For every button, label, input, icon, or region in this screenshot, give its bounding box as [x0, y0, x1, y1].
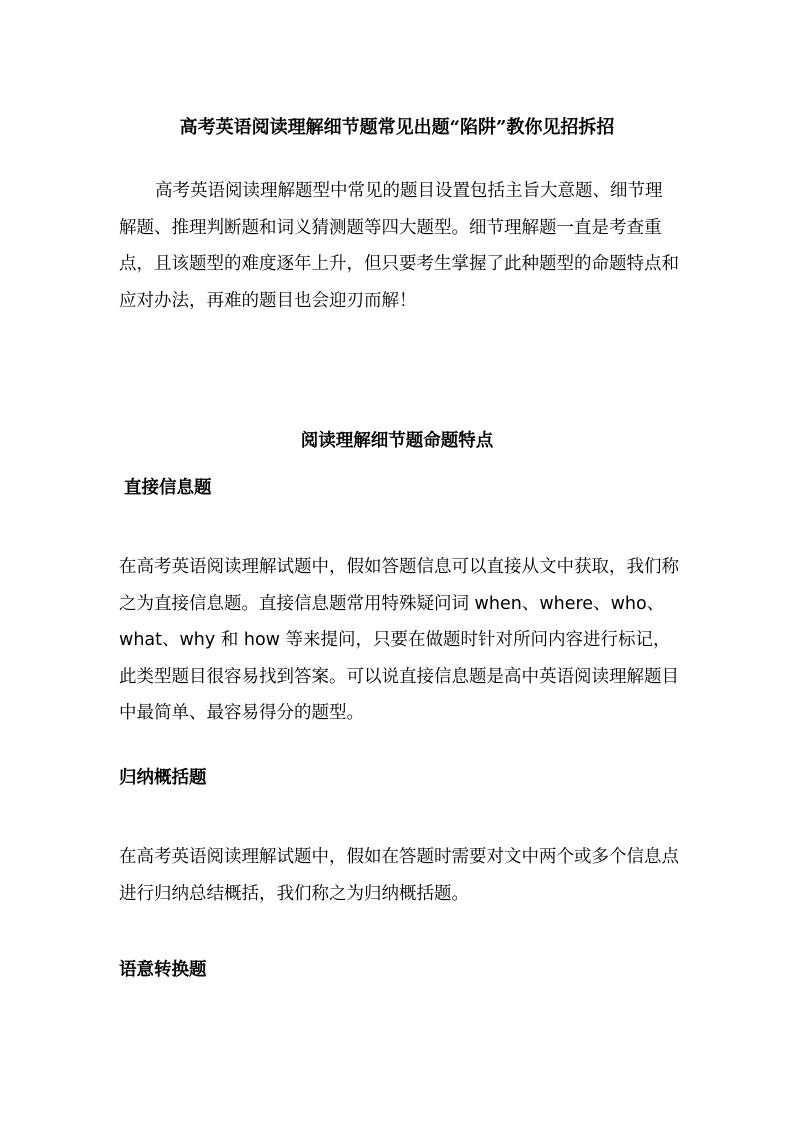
paragraph-summary: 在高考英语阅读理解试题中，假如在答题时需要对文中两个或多个信息点进行归纳总结概括，我们称之为归纳概括题。: [119, 847, 679, 904]
paragraph-direct-info: 在高考英语阅读理解试题中，假如答题信息可以直接从文中获取，我们称之为直接信息题。直接信息题常用特殊疑问词 when、where、who、what、why 和 how 等来提问，只要在做题时针对所问内容进行标记，此类型题目很容易找到答案。可以说直接信息题是高中英语阅读理解题目中最简单、最容易得分的题型。: [119, 557, 679, 723]
document-title: 高考英语阅读理解细节题常见出题“陷阱”教你见招拆招: [179, 117, 615, 138]
intro-paragraph: 高考英语阅读理解题型中常见的题目设置包括主旨大意题、细节理解题、推理判断题和词义猜测题等四大题型。细节理解题一直是考查重点，且该题型的难度逐年上升，但只要考生掌握了此种题型的命题特点和应对办法，再难的题目也会迎刃而解！: [119, 181, 679, 311]
subheading-summary: 归纳概括题: [119, 768, 207, 788]
subheading-meaning-conversion: 语意转换题: [119, 960, 207, 980]
subheading-direct-info: 直接信息题: [124, 478, 212, 498]
section-title: 阅读理解细节题命题特点: [300, 431, 494, 451]
